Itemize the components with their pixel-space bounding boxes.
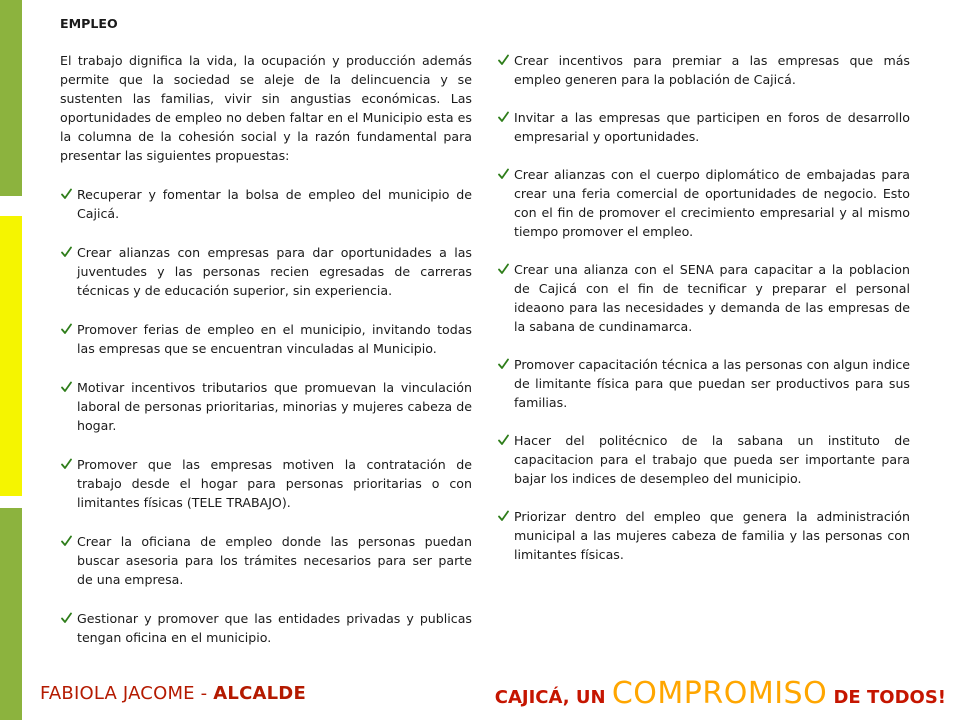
- checkmark-icon: [498, 263, 509, 275]
- checkmark-icon: [498, 510, 509, 522]
- proposal-text: Invitar a las empresas que participen en foros de desarrollo empresarial y oportunidades.: [514, 110, 910, 144]
- proposal-item: [60, 532, 472, 589]
- checkmark-icon: [61, 381, 72, 393]
- proposal-item: [497, 260, 910, 336]
- checkmark-icon: [61, 612, 72, 624]
- proposal-item: [60, 185, 472, 223]
- proposal-item: [60, 243, 472, 300]
- proposal-text: Hacer del politécnico de la sabana un instituto de capacitacion para el trabajo que pueda ser importante para bajar los indices de desempleo del municipio.: [514, 433, 910, 486]
- intro-paragraph: El trabajo dignifica la vida, la ocupación y producción además permite que la sociedad se aleje de la delincuencia y se sustenten las familias, vivir sin angustias económicas. Las oportunidades de empleo no deben faltar en el Municipio esta es la columna de la cohesión social y la razón fundamental para presentar las siguientes propuestas:: [60, 53, 472, 163]
- strip-green-top: [0, 0, 22, 196]
- proposal-item: [60, 378, 472, 435]
- proposal-text: Crear alianzas con el cuerpo diplomático de embajadas para crear una feria comercial de oportunidades de negocio. Esto con el fin de promover el crecimiento empresarial y al mismo tiempo promover el empleo.: [514, 167, 910, 239]
- checkmark-icon: [61, 535, 72, 547]
- proposal-text: Recuperar y fomentar la bolsa de empleo del municipio de Cajicá.: [77, 187, 472, 221]
- checkmark-icon: [61, 188, 72, 200]
- strip-gap-bottom: [0, 496, 22, 508]
- proposal-text: Motivar incentivos tributarios que promuevan la vinculación laboral de personas prioritarias, minorias y mujeres cabeza de hogar.: [77, 380, 472, 433]
- right-column: [497, 51, 910, 583]
- checkmark-icon: [61, 246, 72, 258]
- slogan-highlight: COMPROMISO: [611, 676, 828, 711]
- proposal-text: Promover ferias de empleo en el municipio, invitando todas las empresas que se encuentran vinculadas al Municipio.: [77, 322, 472, 356]
- candidate-role: ALCALDE: [213, 683, 306, 704]
- proposal-item: [497, 108, 910, 146]
- checkmark-icon: [498, 434, 509, 446]
- proposal-text: Crear alianzas con empresas para dar oportunidades a las juventudes y las personas recien egresadas de carreras técnicas y de educación superior, sin experiencia.: [77, 245, 472, 298]
- proposal-item: [497, 431, 910, 488]
- left-proposal-list: [60, 185, 472, 647]
- section-heading: EMPLEO: [60, 16, 118, 31]
- proposal-text: Promover que las empresas motiven la contratación de trabajo desde el hogar para personas prioritarias o con limitantes físicas (TELE TRABAJO).: [77, 457, 472, 510]
- checkmark-icon: [498, 54, 509, 66]
- checkmark-icon: [498, 168, 509, 180]
- slogan-suffix: DE TODOS!: [827, 687, 946, 708]
- proposal-item: [497, 51, 910, 89]
- checkmark-icon: [498, 358, 509, 370]
- left-column: [60, 14, 472, 667]
- candidate-name: FABIOLA JACOME -: [40, 683, 214, 704]
- proposal-text: Gestionar y promover que las entidades privadas y publicas tengan oficina en el municipio.: [77, 611, 472, 645]
- proposal-item: [60, 455, 472, 512]
- checkmark-icon: [61, 458, 72, 470]
- right-proposal-list: [497, 51, 910, 564]
- strip-gap-top: [0, 196, 22, 216]
- proposal-text: Crear una alianza con el SENA para capacitar a la poblacion de Cajicá con el fin de tecnificar y preparar el personal ideaono para las necesidades y demanda de las empresas de la sabana de cundinamarca.: [514, 262, 910, 334]
- proposal-item: [60, 609, 472, 647]
- strip-yellow: [0, 216, 22, 496]
- proposal-text: Priorizar dentro del empleo que genera la administración municipal a las mujeres cabeza de familia y las personas con limitantes físicas.: [514, 509, 910, 562]
- strip-green-bottom: [0, 508, 22, 720]
- proposal-text: Crear incentivos para premiar a las empresas que más empleo generen para la población de Cajicá.: [514, 53, 910, 87]
- left-color-strip: [0, 0, 22, 720]
- proposal-text: Promover capacitación técnica a las personas con algun indice de limitante física para que puedan ser productivos para sus familias.: [514, 357, 911, 410]
- proposal-item: [497, 507, 910, 564]
- proposal-text: Crear la oficiana de empleo donde las personas puedan buscar asesoria para los trámites necesarios para ser parte de una empresa.: [77, 534, 472, 587]
- proposal-item: [497, 165, 910, 241]
- proposal-item: [497, 355, 910, 412]
- checkmark-icon: [61, 323, 72, 335]
- slogan-prefix: CAJICÁ, UN: [494, 687, 612, 708]
- proposal-item: [60, 320, 472, 358]
- checkmark-icon: [498, 111, 509, 123]
- slogan: [495, 676, 946, 711]
- candidate-footer: [40, 683, 306, 704]
